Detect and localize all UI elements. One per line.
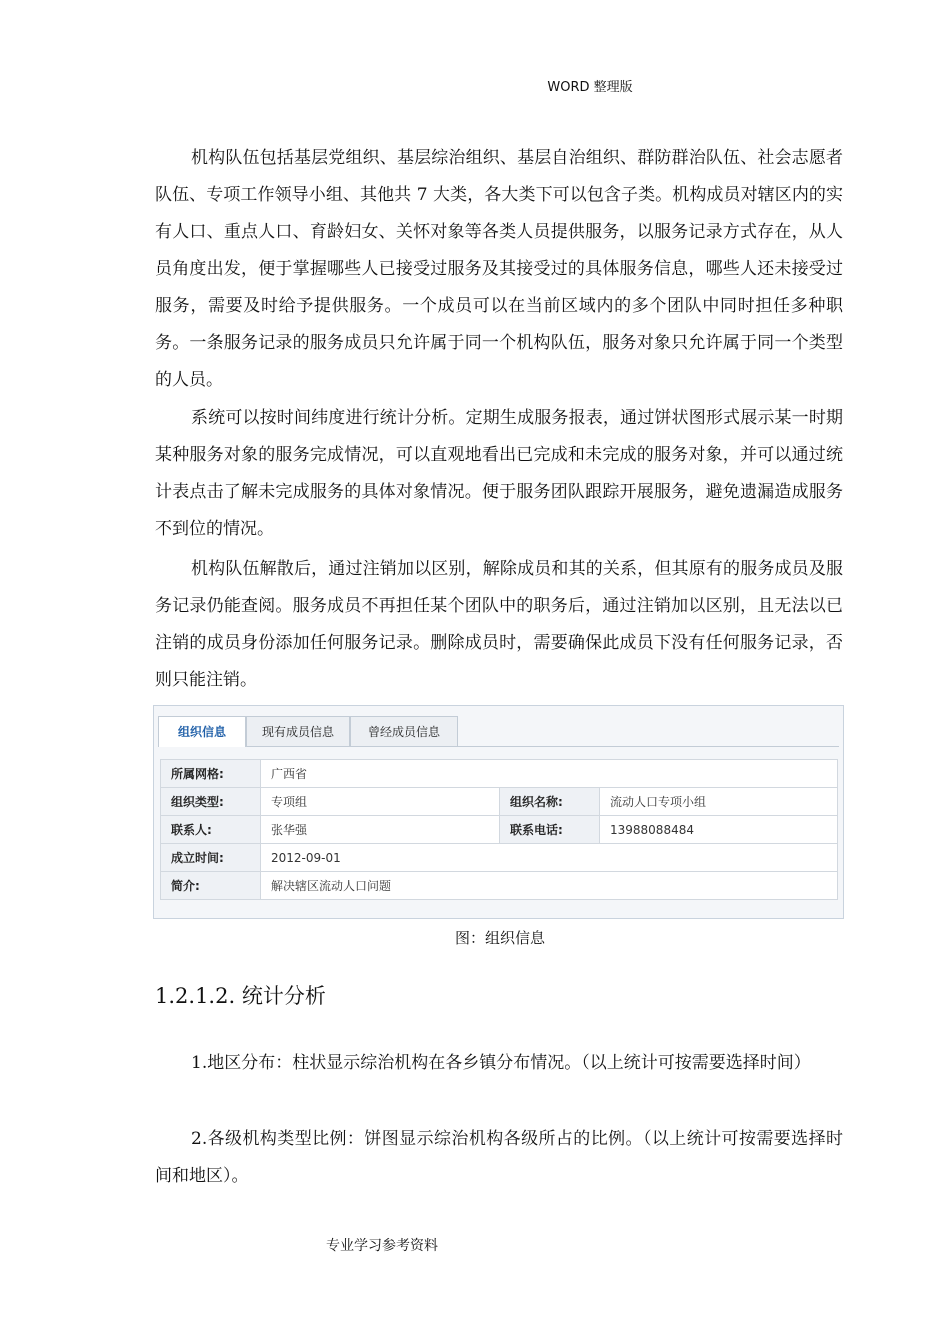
figure-caption: 图：组织信息 [454, 929, 545, 947]
tab-former-members[interactable]: 曾经成员信息 [350, 716, 458, 746]
section-title: 1.2.1.2. 统计分析 [155, 984, 326, 1008]
intro-value: 解决辖区流动人口问题 [261, 872, 838, 900]
table-row [161, 844, 838, 872]
name-value: 流动人口专项小组 [600, 788, 838, 816]
paragraph-org-teams: 机构队伍包括基层党组织、基层综治组织、基层自治组织、群防群治队伍、社会志愿者队伍、专项工作领导小组、其他共 7 大类，各大类下可以包含子类。机构成员对辖区内的实有人口、重点人口、育龄妇女、关怀对象等各类人员提供服务，以服务记录方式存在，从人员角度出发，便于掌握哪些人已接受过服务及其接受过的具体服务信息，哪些人还未接受过服务，需要及时给予提供服务。一个成员可以在当前区域内的多个团队中同时担任多种职务。一条服务记录的服务成员只允许属于同一个机构队伍，服务对象只允许属于同一个类型的人员。 [155, 148, 843, 390]
grid-label: 所属网格: [161, 760, 261, 788]
tab-bar [158, 716, 839, 747]
type-label: 组织类型: [161, 788, 261, 816]
org-info-table [160, 759, 838, 900]
table-row [161, 872, 838, 900]
tab-current-members[interactable]: 现有成员信息 [246, 716, 350, 746]
list-item-ratio: 2.各级机构类型比例：饼图显示综治机构各级所占的比例。（以上统计可按需要选择时间和地区）。 [155, 1129, 843, 1186]
grid-value: 广西省 [261, 760, 838, 788]
org-info-screenshot [153, 705, 844, 919]
table-row [161, 760, 838, 788]
tab-org-info[interactable]: 组织信息 [158, 716, 246, 747]
page-footer: 专业学习参考资料 [326, 1238, 438, 1254]
table-row [161, 788, 838, 816]
date-label: 成立时间: [161, 844, 261, 872]
name-label: 组织名称: [500, 788, 600, 816]
intro-label: 简介: [161, 872, 261, 900]
list-item-region: 1.地区分布：柱状显示综治机构在各乡镇分布情况。（以上统计可按需要选择时间） [191, 1053, 811, 1073]
contact-label: 联系人: [161, 816, 261, 844]
phone-value: 13988088484 [600, 816, 838, 844]
contact-value: 张华强 [261, 816, 500, 844]
page-header: WORD 整理版 [547, 80, 633, 95]
phone-label: 联系电话: [500, 816, 600, 844]
date-value: 2012-09-01 [261, 844, 838, 872]
type-value: 专项组 [261, 788, 500, 816]
paragraph-statistics: 系统可以按时间纬度进行统计分析。定期生成服务报表，通过饼状图形式展示某一时期某种服务对象的服务完成情况，可以直观地看出已完成和未完成的服务对象，并可以通过统计表点击了解未完成服务的具体对象情况。便于服务团队跟踪开展服务，避免遗漏造成服务不到位的情况。 [155, 408, 843, 539]
table-row [161, 816, 838, 844]
paragraph-dissolution: 机构队伍解散后，通过注销加以区别，解除成员和其的关系，但其原有的服务成员及服务记录仍能查阅。服务成员不再担任某个团队中的职务后，通过注销加以区别，且无法以已注销的成员身份添加任何服务记录。删除成员时，需要确保此成员下没有任何服务记录，否则只能注销。 [155, 559, 843, 690]
